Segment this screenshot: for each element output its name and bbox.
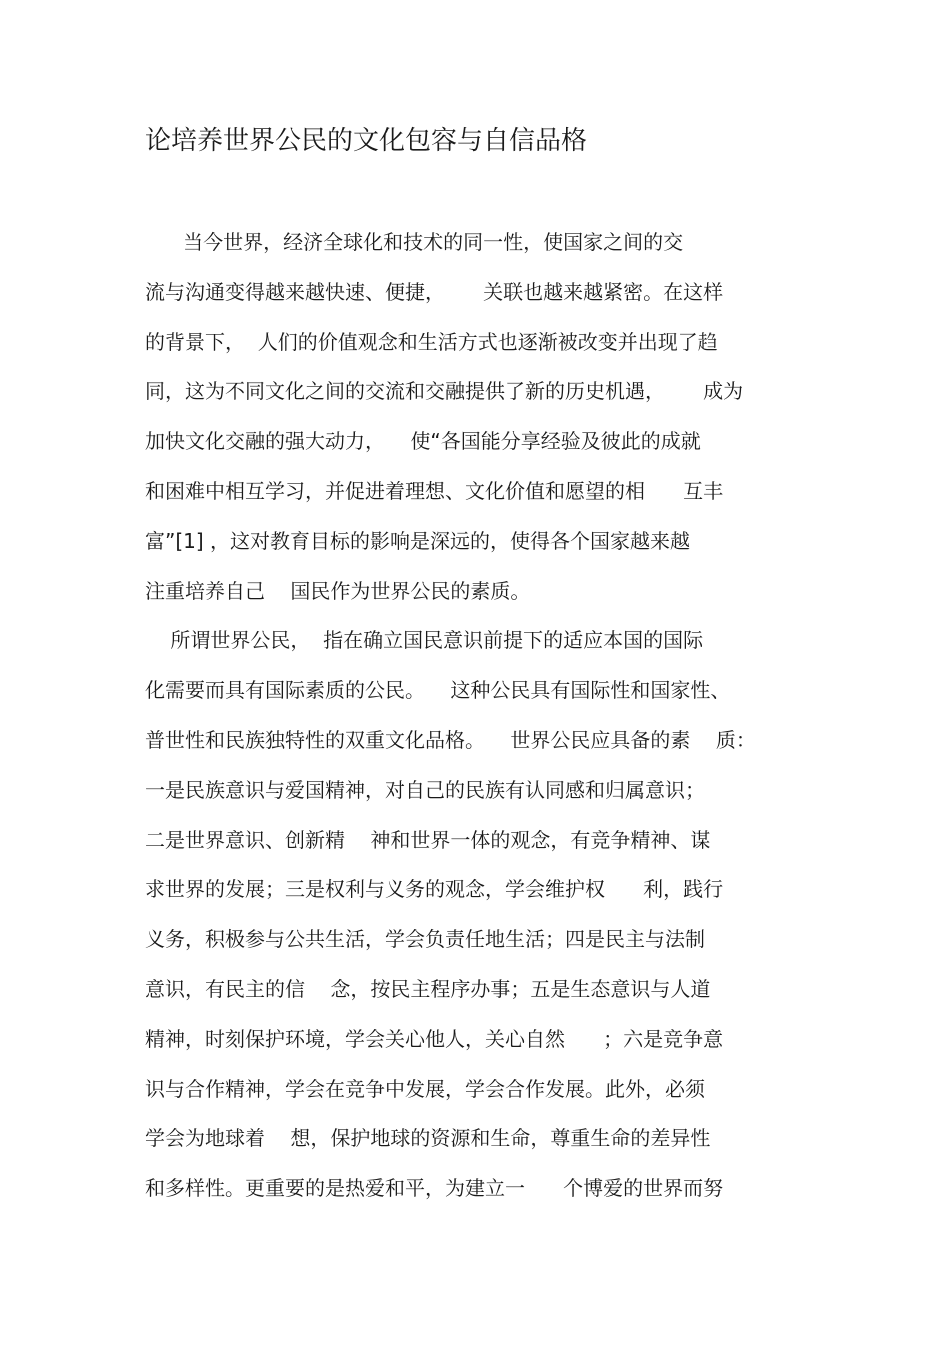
body-line: 加快文化交融的强大动力， 使“各国能分享经验及彼此的成就 (145, 429, 701, 454)
body-line: 意识，有民主的信 念，按民主程序办事；五是生态意识与人道 (145, 976, 711, 1001)
body-line: 义务，积极参与公共生活，学会负责任地生活；四是民主与法制 (145, 927, 705, 952)
body-line: 一是民族意识与爱国精神，对自己的民族有认同感和归属意识； (145, 777, 705, 802)
body-line: 普世性和民族独特性的双重文化品格。 世界公民应具备的素 质： (145, 727, 756, 752)
body-line: 注重培养自己 国民作为世界公民的素质。 (145, 578, 531, 603)
body-line: 当今世界，经济全球化和技术的同一性，使国家之间的交 (145, 230, 684, 254)
body-line: 化需要而具有国际素质的公民。 这种公民具有国际性和国家性、 (145, 678, 731, 703)
document-body (145, 222, 825, 1218)
body-line: 识与合作精神，学会在竞争中发展，学会合作发展。此外，必须 (145, 1076, 705, 1101)
body-line: 求世界的发展；三是权利与义务的观念，学会维护权 利，践行 (145, 877, 724, 902)
body-line: 的背景下， 人们的价值观念和生活方式也逐渐被改变并出现了趋 (145, 329, 718, 354)
body-line: 二是世界意识、创新精 神和世界一体的观念，有竞争精神、谋 (145, 827, 711, 852)
body-line: 精神，时刻保护环境，学会关心他人，关心自然 ；六是竞争意 (145, 1026, 724, 1051)
body-line: 和多样性。更重要的是热爱和平，为建立一 个博爱的世界而努 (145, 1176, 724, 1201)
body-line: 学会为地球着 想，保护地球的资源和生命，尊重生命的差异性 (145, 1126, 711, 1151)
body-line: 所谓世界公民， 指在确立国民意识前提下的适应本国的国际 (145, 628, 704, 653)
body-line: 和困难中相互学习，并促进着理想、文化价值和愿望的相 互丰 (145, 478, 724, 503)
body-line: 同，这为不同文化之间的交流和交融提供了新的历史机遇， 成为 (145, 379, 744, 404)
body-line: 流与沟通变得越来越快速、便捷， 关联也越来越紧密。在这样 (145, 279, 724, 304)
document-title: 论培养世界公民的文化包容与自信品格 (145, 126, 588, 156)
body-line: 富”[1] ，这对教育目标的影响是深远的，使得各个国家越来越 (145, 528, 691, 553)
